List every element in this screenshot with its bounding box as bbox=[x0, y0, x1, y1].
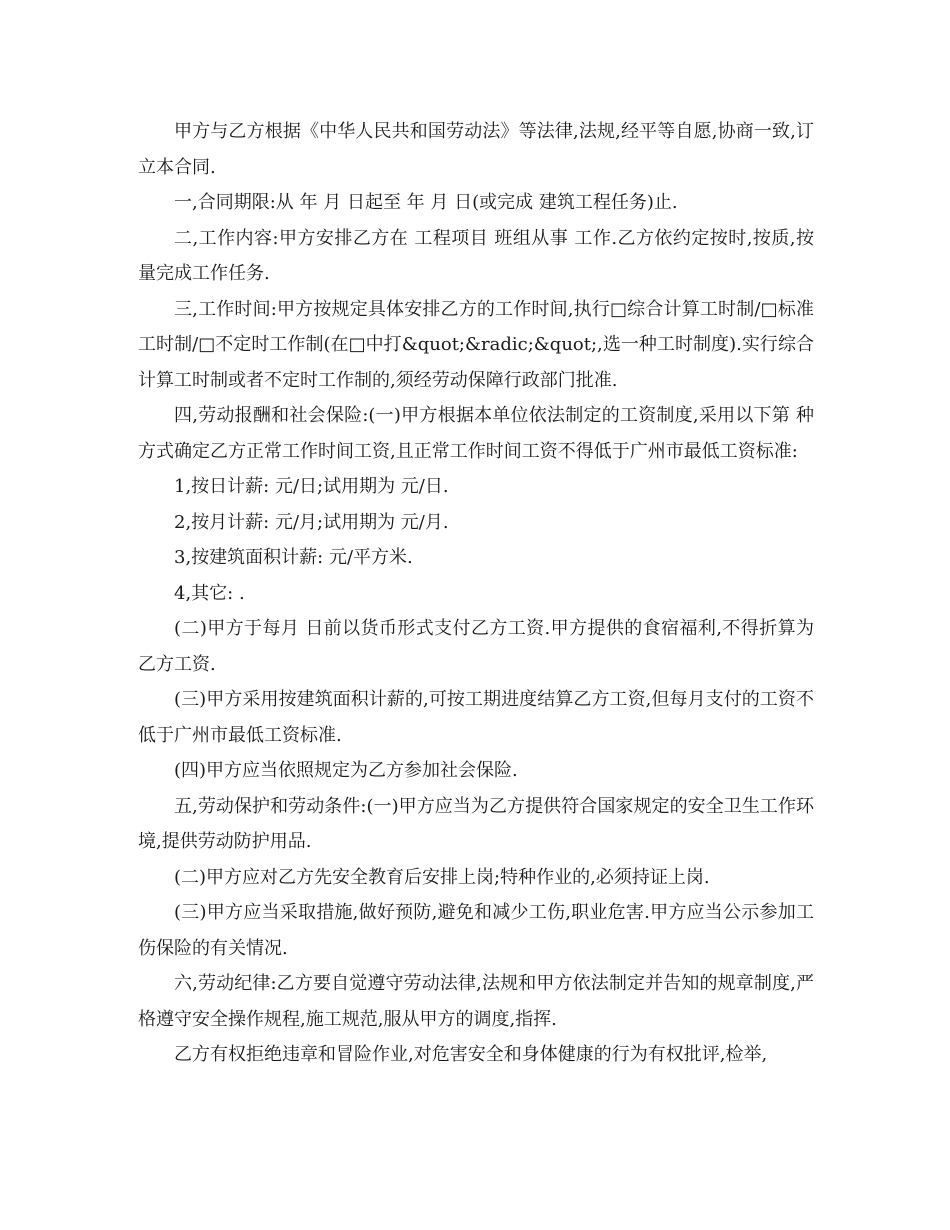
paragraph-area-pay: 3,按建筑面积计薪: 元/平方米. bbox=[174, 547, 413, 568]
paragraph-work-content: 二,工作内容:甲方安排乙方在 工程项目 班组从事 工作.乙方依约定按时,按质,按量完成工作任务. bbox=[138, 227, 814, 284]
paragraph-payment-date: (二)甲方于每月 日前以货币形式支付乙方工资.甲方提供的食宿福利,不得折算为乙方工资. bbox=[138, 618, 814, 675]
paragraph-remuneration: 四,劳动报酬和社会保险:(一)甲方根据本单位依法制定的工资制度,采用以下第 种方式确定乙方正常工作时间工资,且正常工作时间工资不得低于广州市最低工资标准: bbox=[138, 405, 814, 462]
paragraph-injury-prevention: (三)甲方应当采取措施,做好预防,避免和减少工伤,职业危害.甲方应当公示参加工伤保险的有关情况. bbox=[138, 902, 814, 959]
paragraph-work-hours: 三,工作时间:甲方按规定具体安排乙方的工作时间,执行□综合计算工时制/□标准工时制/□不定时工作制(在□中打&quot;&radic;&quot;,选一种工时制度).实行综合计算工时制或者不定时工作制的,须经劳动保障行政部门批准. bbox=[138, 298, 814, 391]
paragraph-progress-settlement: (三)甲方采用按建筑面积计薪的,可按工期进度结算乙方工资,但每月支付的工资不低于广州市最低工资标准. bbox=[138, 689, 814, 746]
paragraph-other-pay: 4,其它: . bbox=[174, 582, 245, 604]
paragraph-monthly-pay: 2,按月计薪: 元/月;试用期为 元/月. bbox=[174, 511, 449, 533]
paragraph-labor-protection: 五,劳动保护和劳动条件:(一)甲方应当为乙方提供符合国家规定的安全卫生工作环境,提供劳动防护用品. bbox=[138, 795, 814, 852]
paragraph-safety-education: (二)甲方应对乙方先安全教育后安排上岗;特种作业的,必须持证上岗. bbox=[174, 866, 710, 888]
paragraph-refusal-rights: 乙方有权拒绝违章和冒险作业,对危害安全和身体健康的行为有权批评,检举, bbox=[174, 1044, 768, 1065]
paragraph-labor-discipline: 六,劳动纪律:乙方要自觉遵守劳动法律,法规和甲方依法制定并告知的规章制度,严格遵守安全操作规程,施工规范,服从甲方的调度,指挥. bbox=[138, 973, 814, 1030]
paragraph-contract-term: 一,合同期限:从 年 月 日起至 年 月 日(或完成 建筑工程任务)止. bbox=[174, 192, 678, 213]
paragraph-intro: 甲方与乙方根据《中华人民共和国劳动法》等法律,法规,经平等自愿,协商一致,订立本合同. bbox=[138, 121, 814, 178]
paragraph-daily-pay: 1,按日计薪: 元/日;试用期为 元/日. bbox=[174, 476, 449, 497]
contract-body bbox=[138, 114, 814, 1073]
paragraph-social-insurance: (四)甲方应当依照规定为乙方参加社会保险. bbox=[174, 760, 518, 781]
